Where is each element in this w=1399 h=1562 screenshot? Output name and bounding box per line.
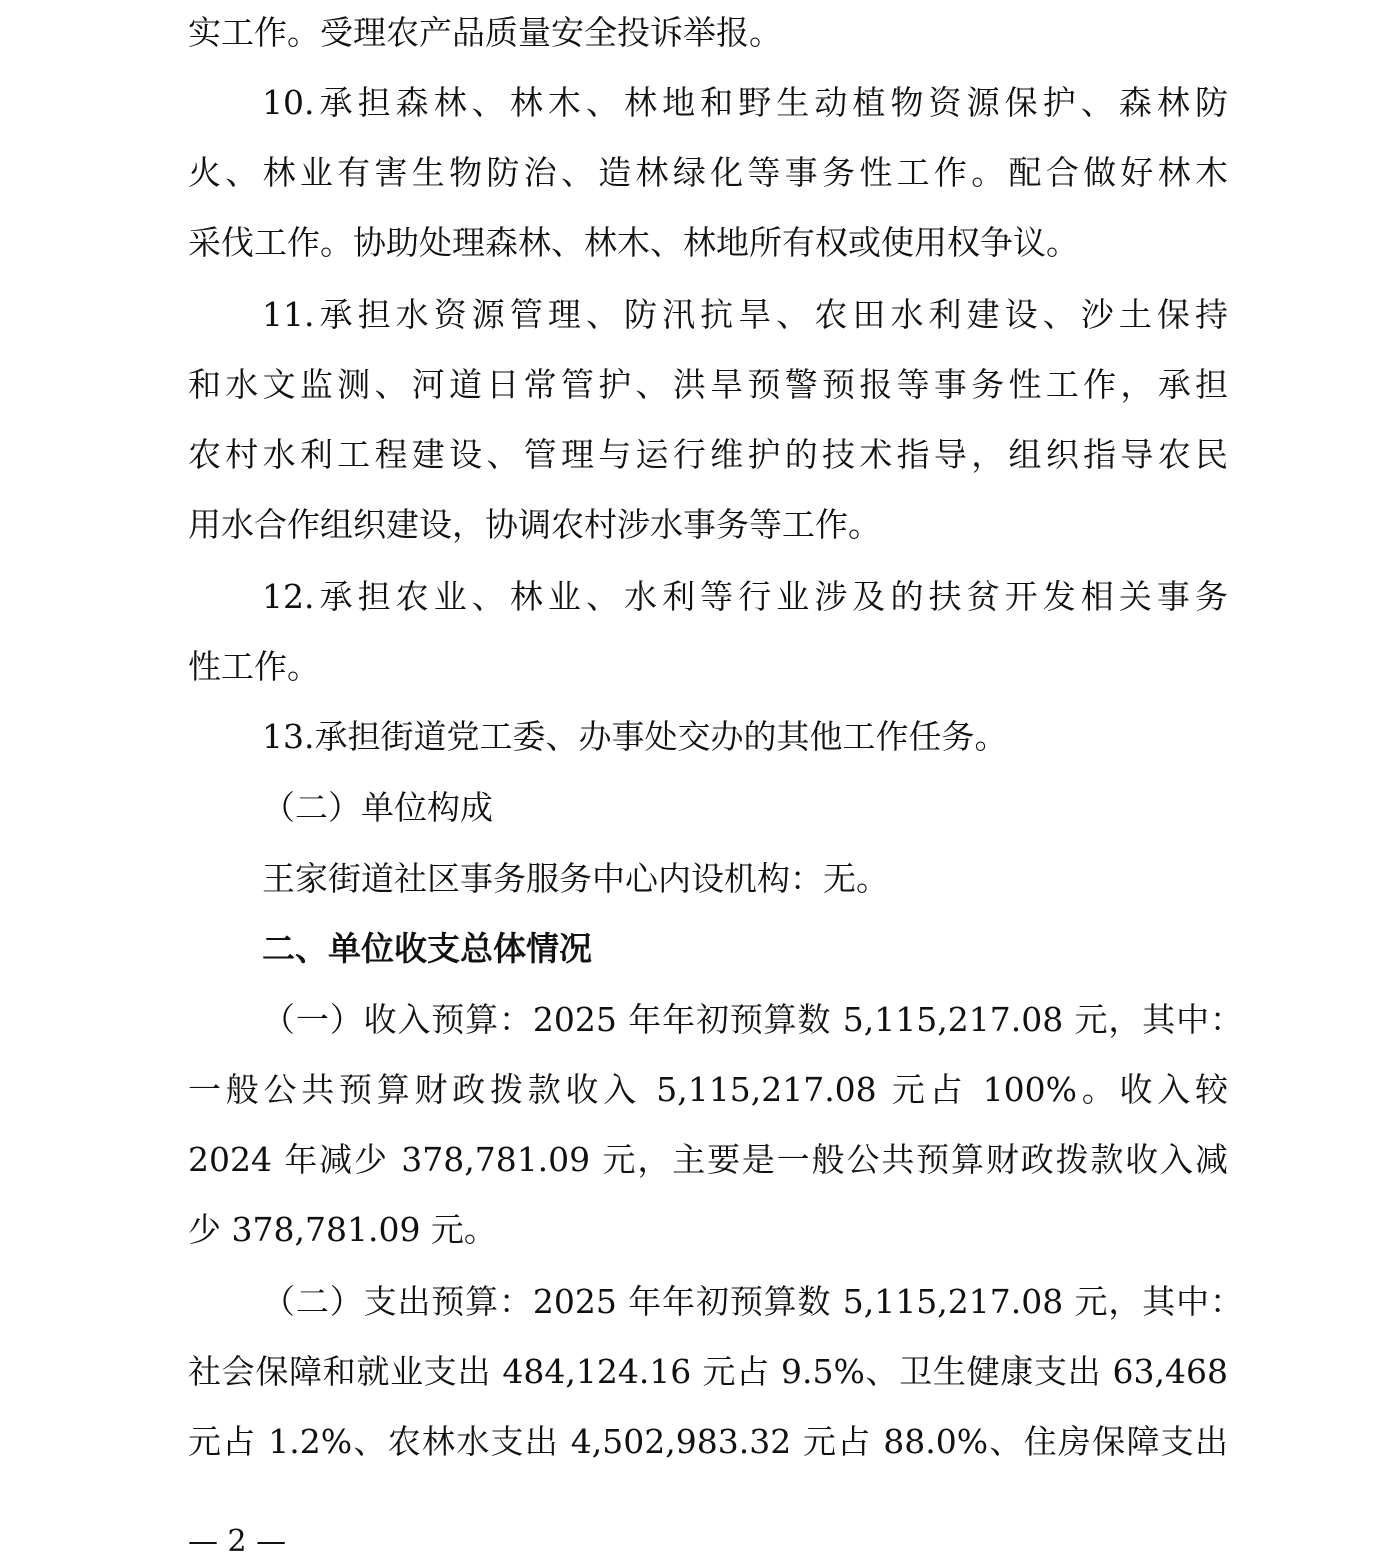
paragraph-line: 实工作。受理农产品质量安全投诉举报。 (188, 13, 782, 52)
paragraph-line: 少 378,781.09 元。 (188, 1210, 497, 1249)
paragraph-line: 2024 年减少 378,781.09 元，主要是一般公共预算财政拨款收入减 (188, 1140, 1228, 1179)
subsection-heading: （二）单位构成 (262, 788, 493, 827)
paragraph-line: （二）支出预算：2025 年年初预算数 5,115,217.08 元，其中： (262, 1282, 1243, 1321)
page-number: — 2 — (188, 1524, 287, 1559)
paragraph-line: 13.承担街道党工委、办事处交办的其他工作任务。 (262, 717, 1008, 756)
paragraph-line: 11.承担水资源管理、防汛抗旱、农田水利建设、沙土保持 (262, 295, 1228, 334)
paragraph-line: 10.承担森林、林木、林地和野生动植物资源保护、森林防 (262, 83, 1228, 122)
paragraph-line: 农村水利工程建设、管理与运行维护的技术指导，组织指导农民 (188, 435, 1228, 474)
paragraph-line: 性工作。 (188, 647, 320, 686)
section-heading: 二、单位收支总体情况 (262, 929, 592, 968)
paragraph-line: 用水合作组织建设，协调农村涉水事务等工作。 (188, 505, 881, 544)
paragraph-line: 王家街道社区事务服务中心内设机构：无。 (262, 859, 889, 898)
paragraph-line: 和水文监测、河道日常管护、洪旱预警预报等事务性工作，承担 (188, 365, 1228, 404)
paragraph-line: （一）收入预算：2025 年年初预算数 5,115,217.08 元，其中： (262, 1000, 1243, 1039)
paragraph-line: 社会保障和就业支出 484,124.16 元占 9.5%、卫生健康支出 63,468 (188, 1352, 1228, 1391)
paragraph-line: 12.承担农业、林业、水利等行业涉及的扶贫开发相关事务 (262, 577, 1228, 616)
paragraph-line: 元占 1.2%、农林水支出 4,502,983.32 元占 88.0%、住房保障支出 (188, 1422, 1228, 1461)
paragraph-line: 采伐工作。协助处理森林、林木、林地所有权或使用权争议。 (188, 223, 1079, 262)
paragraph-line: 火、林业有害生物防治、造林绿化等事务性工作。配合做好林木 (188, 153, 1228, 192)
paragraph-line: 一般公共预算财政拨款收入 5,115,217.08 元占 100%。收入较 (188, 1070, 1228, 1109)
